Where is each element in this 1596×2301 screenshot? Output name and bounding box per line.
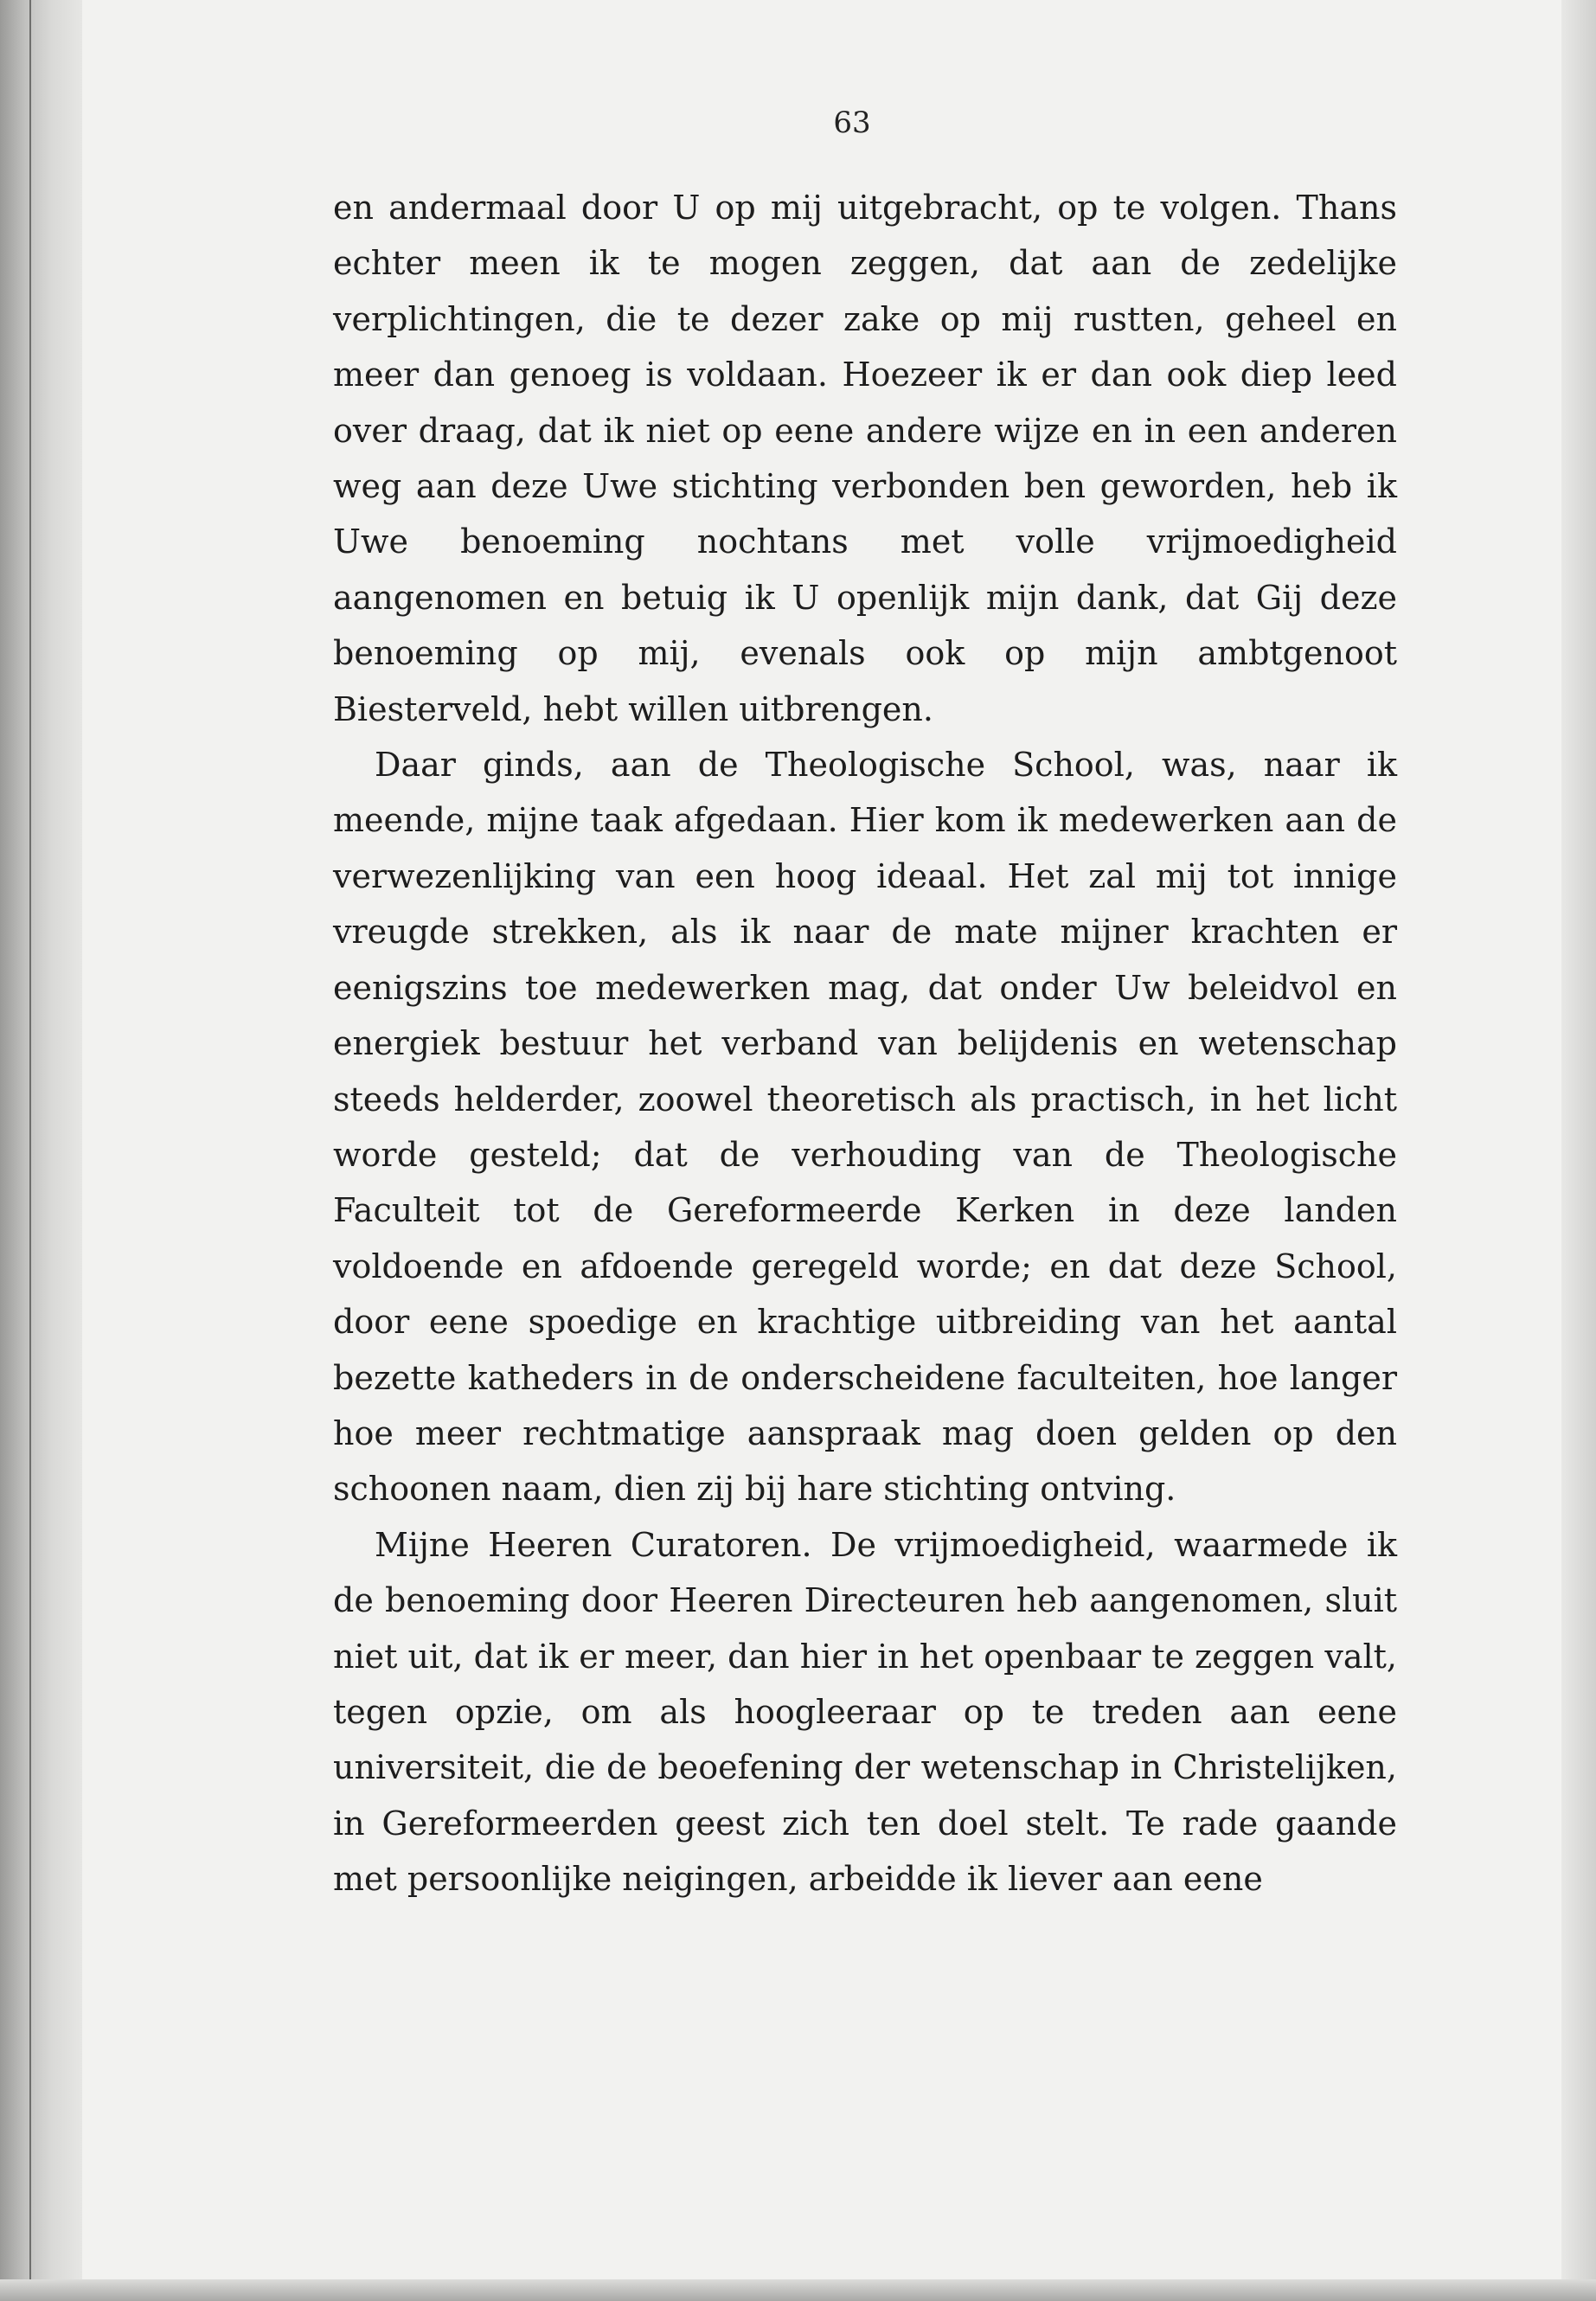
paragraph-1: en andermaal door U op mij uitgebracht, op te volgen. Thans echter meen ik te mogen zeggen, dat aan de zedelijke verplichtingen, die te dezer zake op mij rustten, geheel en meer dan genoeg is voldaan. Hoezeer ik er dan ook diep leed over draag, dat ik niet op eene andere wijze en in een anderen weg aan deze Uwe stichting verbonden ben geworden, heb ik Uwe benoeming nochtans met volle vrijmoedigheid aangenomen en betuig ik U openlijk mijn dank, dat Gij deze benoeming op mij, evenals ook op mijn ambtgenoot Biesterveld, hebt willen uitbrengen. <box>333 189 1397 728</box>
page-bottom-edge <box>0 2279 1596 2301</box>
page-right-edge <box>1561 0 1596 2301</box>
body-text <box>333 180 1397 1907</box>
page-number: 63 <box>833 106 871 140</box>
book-spine-shadow <box>0 0 82 2301</box>
paragraph-3: Mijne Heeren Curatoren. De vrijmoedigheid, waarmede ik de benoeming door Heeren Directeuren heb aangenomen, sluit niet uit, dat ik er meer, dan hier in het openbaar te zeggen valt, tegen opzie, om als hoogleeraar op te treden aan eene universiteit, die de beoefening der wetenschap in Christelijken, in Gereformeerden geest zich ten doel stelt. Te rade gaande met persoonlijke neigingen, arbeidde ik liever aan eene <box>333 1525 1397 1899</box>
paragraph-2: Daar ginds, aan de Theologische School, was, naar ik meende, mijne taak afgedaan. Hier kom ik medewerken aan de verwezenlijking van een hoog ideaal. Het zal mij tot innige vreugde strekken, als ik naar de mate mijner krachten er eenigszins toe medewerken mag, dat onder Uw beleidvol en energiek bestuur het verband van belijdenis en wetenschap steeds helderder, zoowel theoretisch als practisch, in het licht worde gesteld; dat de verhouding van de Theologische Faculteit tot de Gereformeerde Kerken in deze landen voldoende en afdoende geregeld worde; en dat deze School, door eene spoedige en krachtige uitbreiding van het aantal bezette katheders in de onderscheidene faculteiten, hoe langer hoe meer rechtmatige aanspraak mag doen gelden op den schoonen naam, dien zij bij hare stichting ontving. <box>333 746 1397 1509</box>
book-spine-edge <box>29 0 31 2301</box>
